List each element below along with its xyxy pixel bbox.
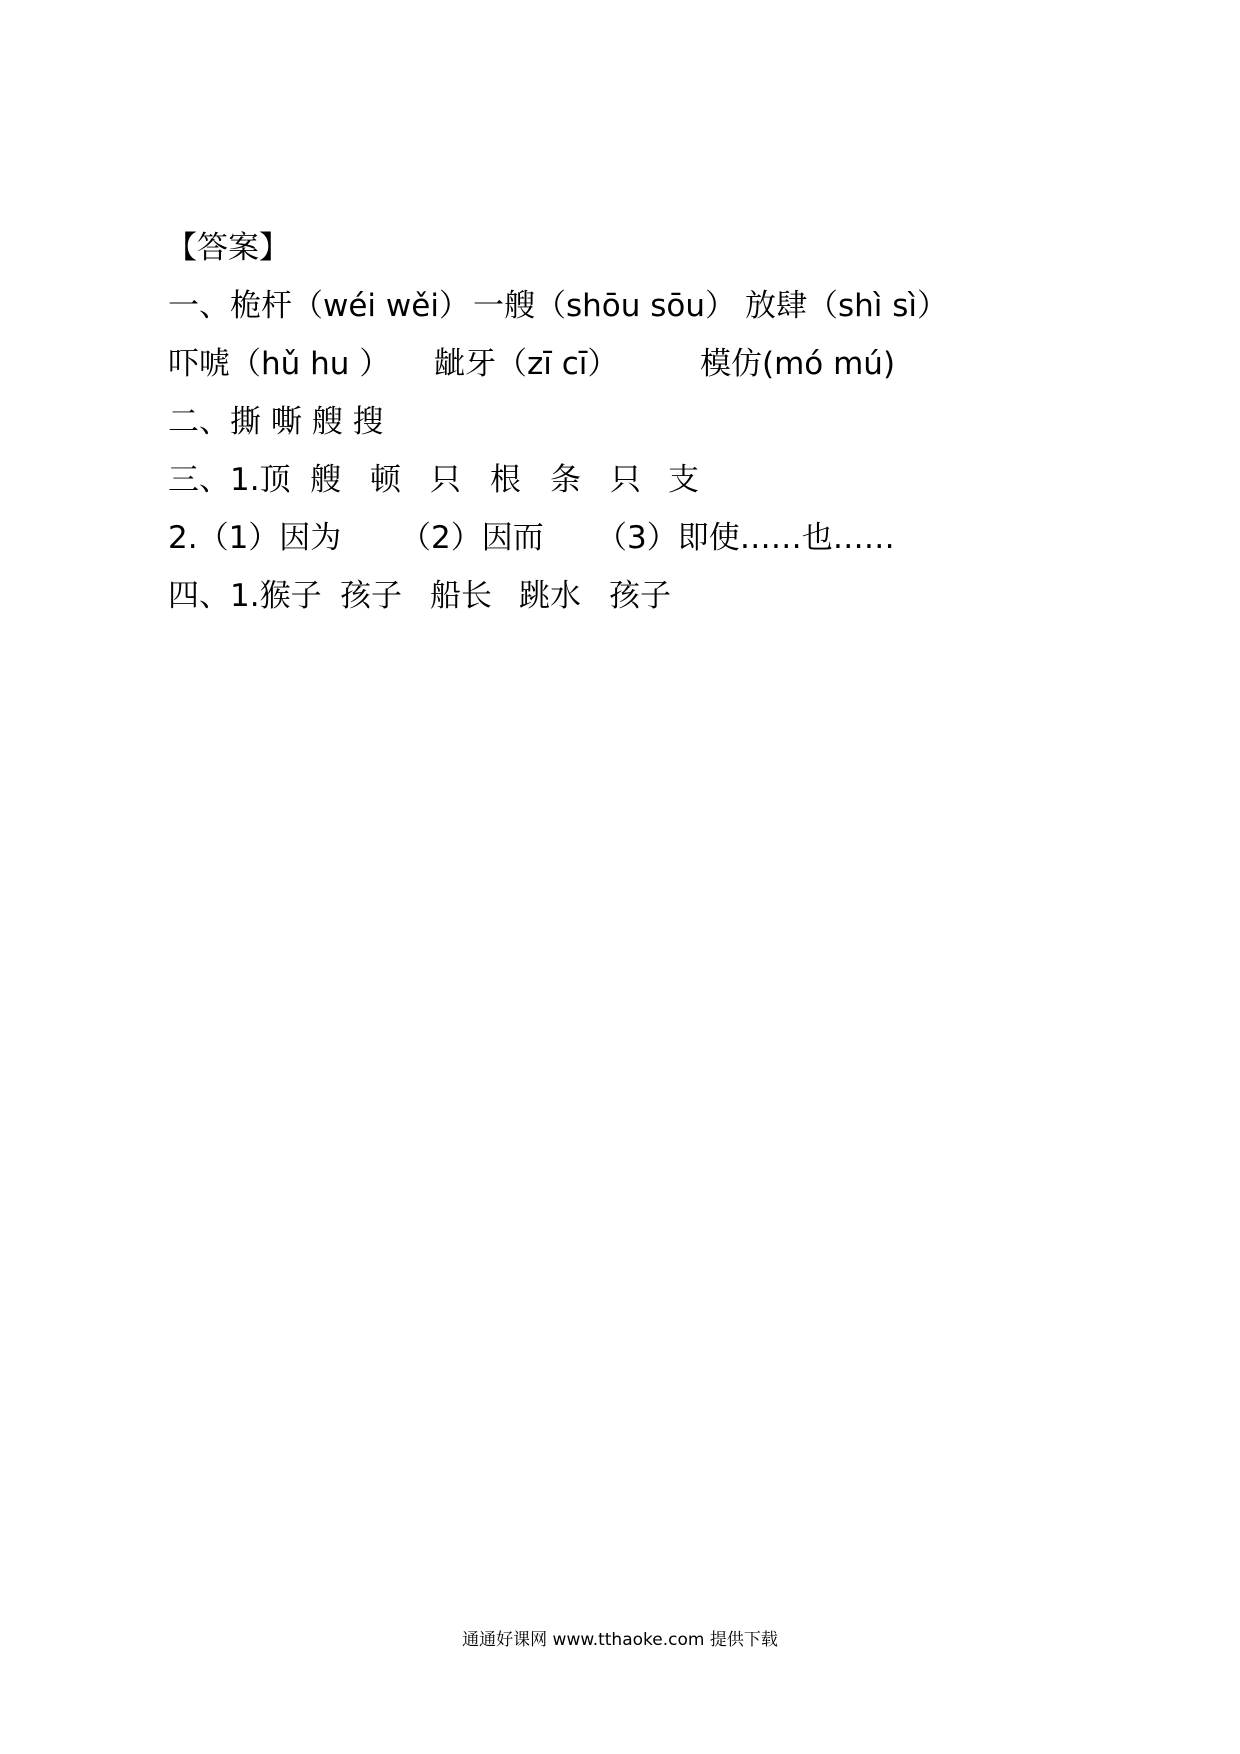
- answer-item: （2）因而: [400, 520, 544, 556]
- answer-title: 【答案】: [166, 230, 290, 266]
- page-footer: 通通好课网 www.tthaoke.com 提供下载: [462, 1630, 778, 1650]
- section3-line2: [0, 516, 1240, 560]
- section3-line1: [0, 458, 1240, 502]
- answer-word: 船长: [430, 578, 492, 614]
- answer-title-line: [0, 226, 1240, 270]
- answer-item: 一艘（shōu sōu）: [473, 288, 737, 324]
- answer-item: 一、桅杆（wéi wěi）: [168, 288, 470, 324]
- section1-row2: [0, 342, 1240, 386]
- answer-item: 龇牙（zī cī）: [434, 346, 619, 382]
- answer-word: 条: [550, 462, 581, 498]
- answer-item: 模仿(mó mú): [700, 346, 896, 382]
- section2-line: [0, 400, 1240, 444]
- answer-word: 支: [668, 462, 699, 498]
- section4-line: [0, 574, 1240, 618]
- answer-word: 根: [490, 462, 521, 498]
- answer-item: 吓唬（hǔ hu ）: [168, 346, 391, 382]
- answer-word: 只: [610, 462, 641, 498]
- answer-word: 顿: [370, 462, 401, 498]
- answer-prefix: 四、1.猴子: [168, 578, 322, 614]
- answer-word: 孩子: [340, 578, 402, 614]
- answer-text: 二、撕 嘶 艘 搜: [168, 404, 384, 440]
- answer-prefix: 三、1.顶: [168, 462, 291, 498]
- answer-item: 2.（1）因为: [168, 520, 342, 556]
- section1-row1: [0, 284, 1240, 328]
- answer-word: 跳水: [519, 578, 581, 614]
- answer-item: （3）即使……也……: [596, 520, 895, 556]
- answer-word: 艘: [310, 462, 341, 498]
- answer-item: 放肆（shì sì）: [745, 288, 949, 324]
- answer-word: 只: [430, 462, 461, 498]
- answer-word: 孩子: [609, 578, 671, 614]
